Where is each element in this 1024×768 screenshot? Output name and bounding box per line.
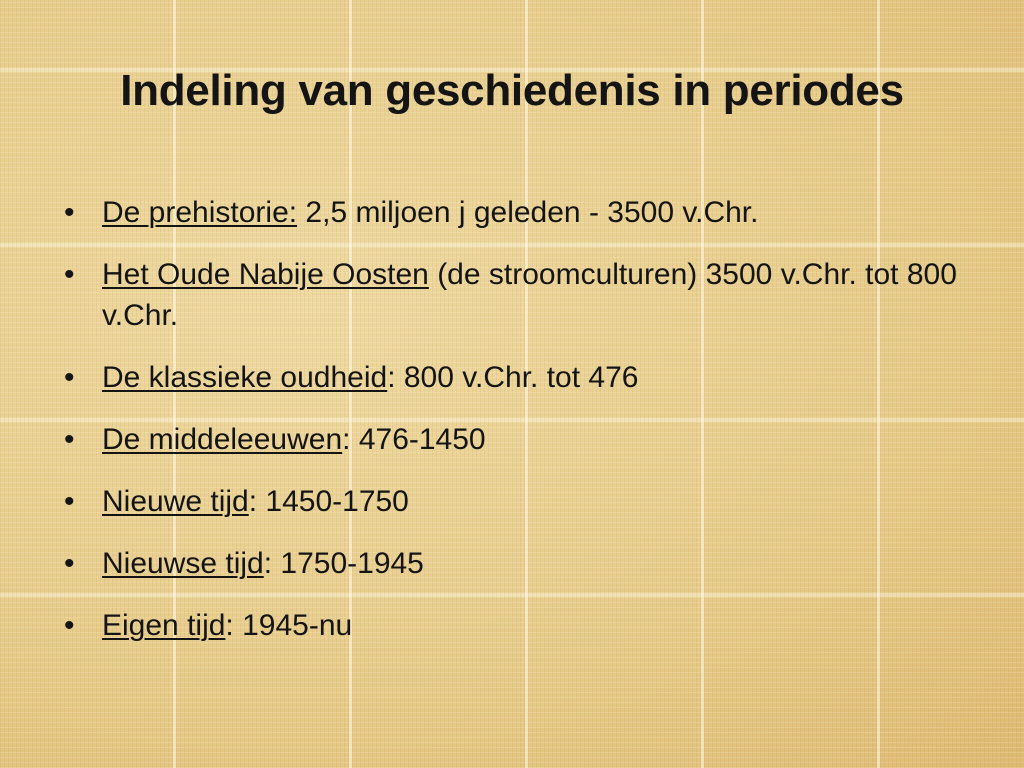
period-term: De prehistorie: [102, 196, 298, 229]
period-term: De middeleeuwen [102, 423, 343, 456]
bullet-icon: • [64, 423, 75, 456]
period-detail: (de stroomculturen) 3500 v.Chr. tot 800 v.Chr. [102, 258, 957, 332]
list-item [62, 419, 962, 460]
list-item [62, 254, 962, 336]
list-item [62, 192, 962, 233]
list-item [62, 605, 962, 646]
list-item [62, 543, 962, 584]
period-detail: 2,5 miljoen j geleden - 3500 v.Chr. [297, 196, 759, 229]
period-term: Eigen tijd [102, 609, 226, 642]
list-item [62, 357, 962, 398]
period-term: De klassieke oudheid [102, 361, 388, 394]
list-item [62, 481, 962, 522]
period-detail: : 1450-1750 [248, 485, 409, 518]
bullet-icon: • [64, 196, 75, 229]
bullet-icon: • [64, 361, 75, 394]
period-list [62, 192, 962, 667]
period-detail: : 800 v.Chr. tot 476 [387, 361, 639, 394]
bullet-icon: • [64, 258, 75, 291]
period-detail: : 1750-1945 [263, 547, 424, 580]
slide-title: Indeling van geschiedenis in periodes [120, 66, 904, 115]
bullet-icon: • [64, 485, 75, 518]
period-detail: : 476-1450 [342, 423, 486, 456]
period-term: Het Oude Nabije Oosten [102, 258, 429, 291]
period-term: Nieuwe tijd [102, 485, 249, 518]
bullet-icon: • [64, 547, 75, 580]
bullet-icon: • [64, 609, 75, 642]
period-detail: : 1945-nu [225, 609, 353, 642]
period-term: Nieuwse tijd [102, 547, 264, 580]
